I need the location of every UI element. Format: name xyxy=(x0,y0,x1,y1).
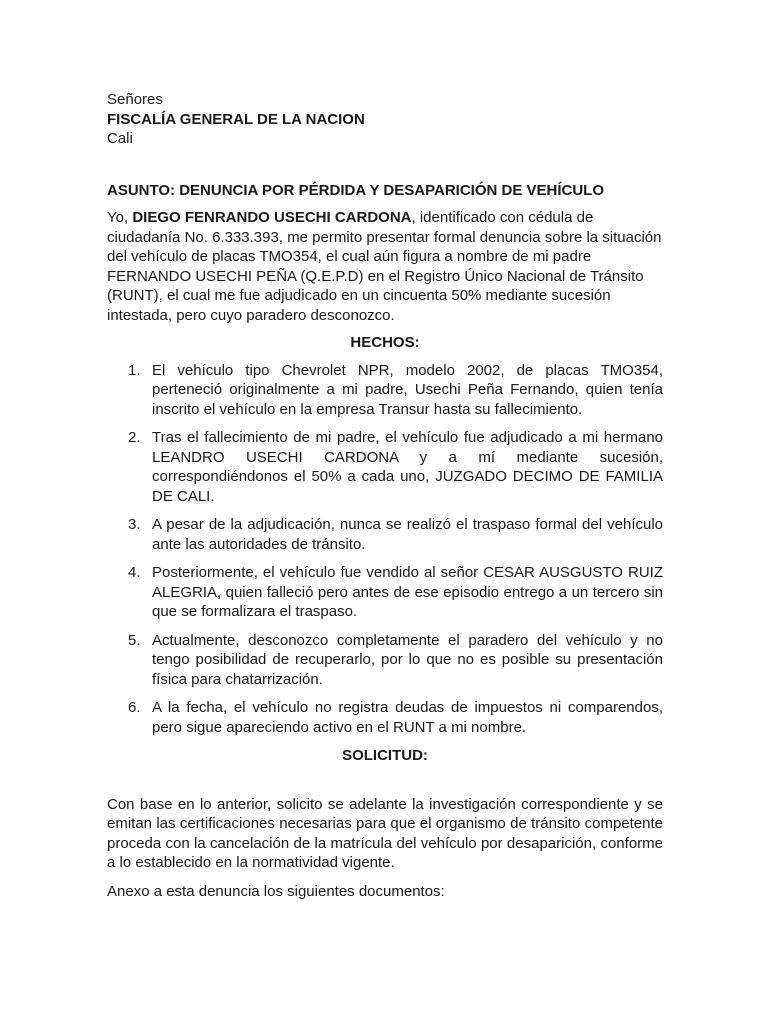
item-number: 4. xyxy=(128,564,141,581)
facts-heading: HECHOS: xyxy=(350,334,420,351)
request-heading: SOLICITUD: xyxy=(342,747,428,764)
recipient-institution: FISCALÍA GENERAL DE LA NACION xyxy=(107,110,365,128)
subject-line: ASUNTO: DENUNCIA POR PÉRDIDA Y DESAPARICIÓN DE VEHÍCULO xyxy=(107,181,604,199)
list-item xyxy=(107,428,663,506)
letter-page xyxy=(107,90,663,901)
list-item xyxy=(107,361,663,420)
intro-body: , identificado con cédula de ciudadanía No. 6.333.393, me permito presentar formal denuncia sobre la situación del vehículo de placas TMO354, el cual aún figura a nombre de mi padre FERNANDO USECHI PEÑA (Q.E.P.D) en el Registro Único Nacional de Tránsito (RUNT), el cual me fue adjudicado en un cincuenta 50% mediante sucesión intestada, pero cuyo paradero desconozco. xyxy=(107,209,662,324)
list-item xyxy=(107,515,663,554)
salutation: Señores xyxy=(107,91,163,108)
list-item xyxy=(107,563,663,622)
item-text: Tras el fallecimiento de mi padre, el vehículo fue adjudicado a mi hermano LEANDRO USECHI CARDONA y a mí mediante sucesión, correspondiéndonos el 50% a cada uno, JUZGADO DECIMO DE FAMILIA DE CALI. xyxy=(152,429,663,505)
facts-list xyxy=(107,361,663,738)
item-text: Posteriormente, el vehículo fue vendido al señor CESAR AUSGUSTO RUIZ ALEGRIA, quien falleció pero antes de ese episodio entrego a un tercero sin que se formalizara el traspaso. xyxy=(152,564,663,620)
item-number: 3. xyxy=(128,516,141,533)
item-number: 5. xyxy=(128,631,141,649)
annex-line: Anexo a esta denuncia los siguientes documentos: xyxy=(107,882,445,900)
recipient-block xyxy=(107,90,663,149)
recipient-city: Cali xyxy=(107,130,133,147)
item-text: Actualmente, desconozco completamente el paradero del vehículo y no tengo posibilidad de recuperarlo, por lo que no es posible su presentación física para chatarrización. xyxy=(152,631,663,688)
intro-paragraph xyxy=(107,208,663,325)
item-number: 2. xyxy=(128,429,141,446)
item-text: A la fecha, el vehículo no registra deudas de impuestos ni comparendos, pero sigue apareciendo activo en el RUNT a mi nombre. xyxy=(152,699,663,736)
intro-prefix: Yo, xyxy=(107,209,133,226)
list-item xyxy=(107,698,663,737)
complainant-name: DIEGO FENRANDO USECHI CARDONA xyxy=(132,209,412,226)
list-item xyxy=(107,631,663,690)
request-paragraph: Con base en lo anterior, solicito se adelante la investigación correspondiente y se emitan las certificaciones necesarias para que el organismo de tránsito competente proceda con la cancelación de la matrícula del vehículo por desaparición, conforme a lo establecido en la normatividad vigente. xyxy=(107,795,663,871)
item-number: 1. xyxy=(128,361,141,379)
item-text: El vehículo tipo Chevrolet NPR, modelo 2002, de placas TMO354, perteneció originalmente a mi padre, Usechi Peña Fernando, quien tenía inscrito el vehículo en la empresa Transur hasta su fallecimiento. xyxy=(152,361,663,418)
item-number: 6. xyxy=(128,699,141,716)
item-text: A pesar de la adjudicación, nunca se realizó el traspaso formal del vehículo ante las autoridades de tránsito. xyxy=(152,516,663,553)
